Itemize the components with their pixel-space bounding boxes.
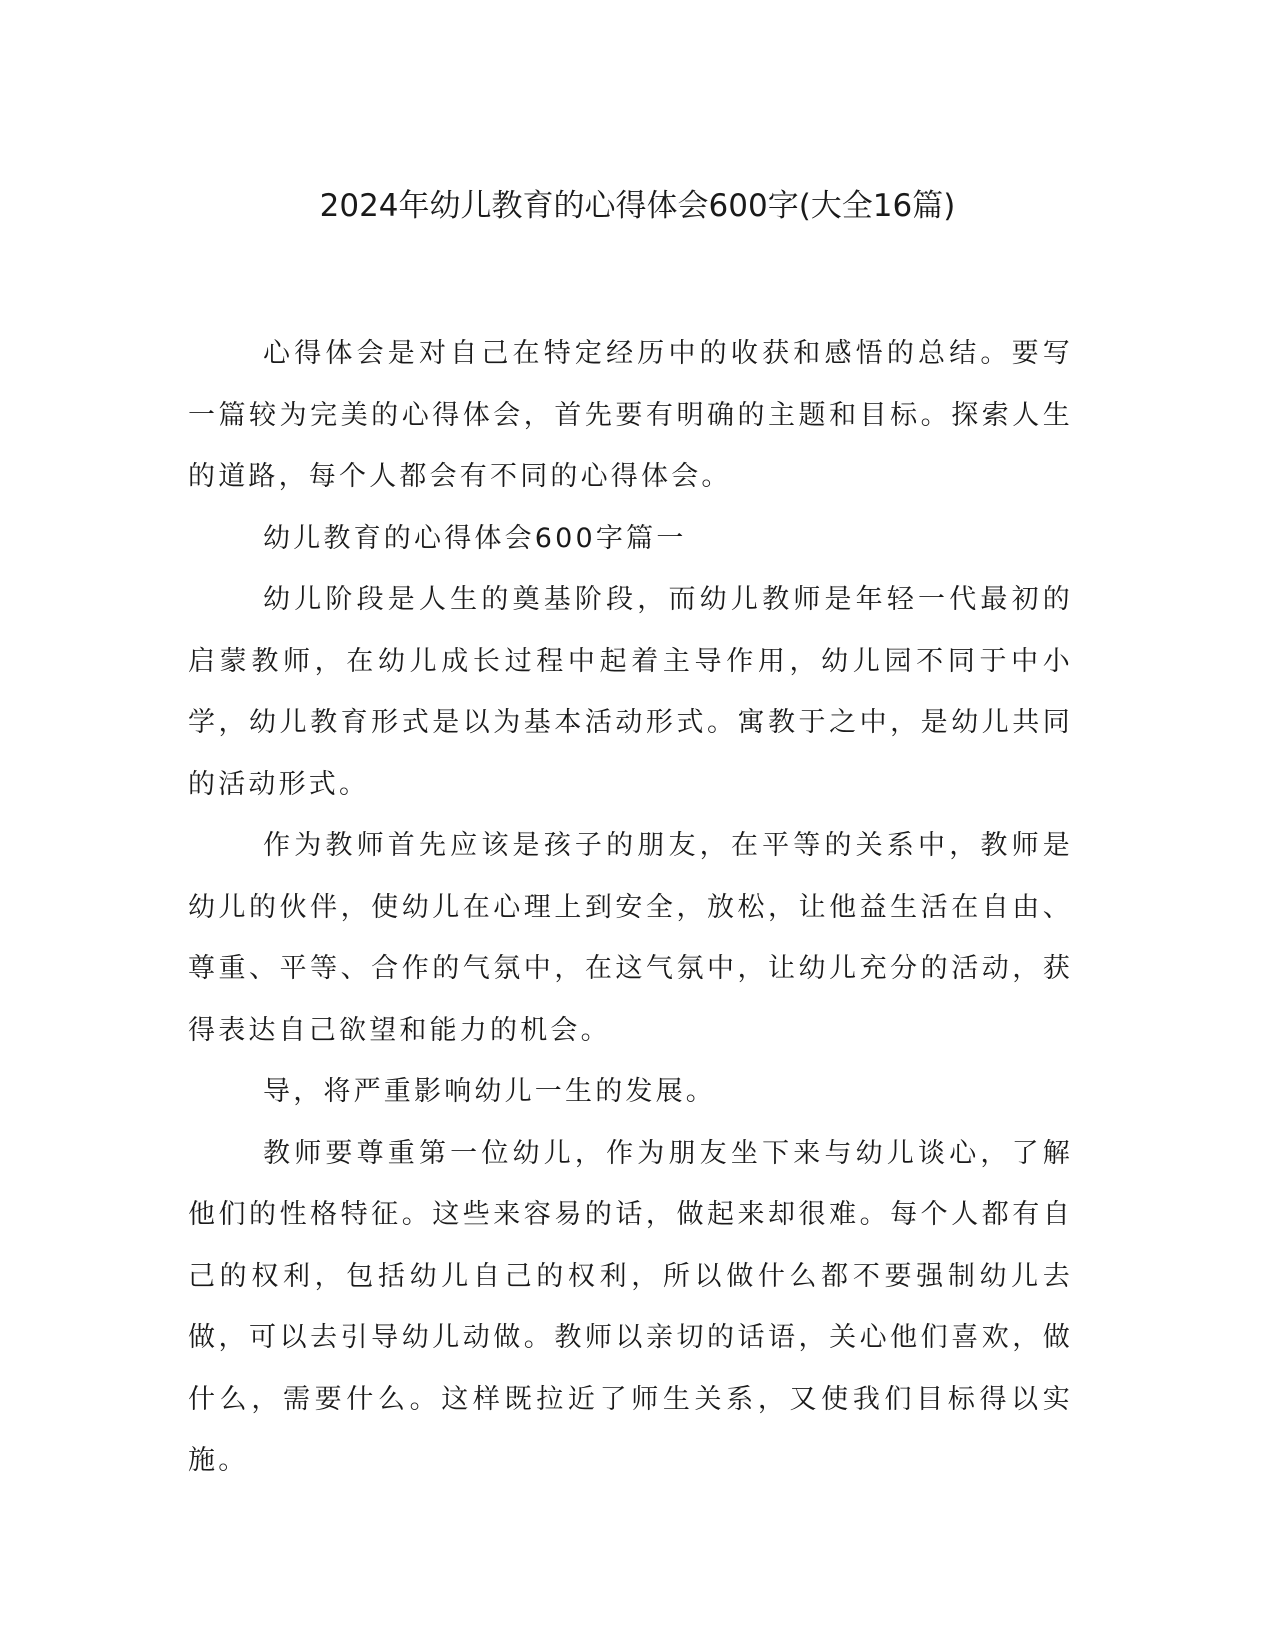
paragraph: 作为教师首先应该是孩子的朋友，在平等的关系中，教师是幼儿的伙伴，使幼儿在心理上到安全，放松，让他益生活在自由、尊重、平等、合作的气氛中，在这气氛中，让幼儿充分的活动，获得表达自己欲望和能力的机会。 [188,830,1073,1046]
document-body [188,323,1073,1492]
document-title: 2024年幼儿教育的心得体会600字(大全16篇) [319,188,956,224]
paragraph: 导，将严重影响幼儿一生的发展。 [263,1076,716,1107]
paragraph: 幼儿阶段是人生的奠基阶段，而幼儿教师是年轻一代最初的启蒙教师，在幼儿成长过程中起着主导作用，幼儿园不同于中小学，幼儿教育形式是以为基本活动形式。寓教于之中，是幼儿共同的活动形式。 [188,584,1073,800]
paragraph-intro: 心得体会是对自己在特定经历中的收获和感悟的总结。要写一篇较为完美的心得体会，首先要有明确的主题和目标。探索人生的道路，每个人都会有不同的心得体会。 [188,338,1073,492]
paragraph: 教师要尊重第一位幼儿，作为朋友坐下来与幼儿谈心，了解他们的性格特征。这些来容易的话，做起来却很难。每个人都有自己的权利，包括幼儿自己的权利，所以做什么都不要强制幼儿去做，可以去引导幼儿动做。教师以亲切的话语，关心他们喜欢，做什么，需要什么。这样既拉近了师生关系，又使我们目标得以实施。 [188,1137,1073,1476]
section-heading: 幼儿教育的心得体会600字篇一 [263,522,687,554]
